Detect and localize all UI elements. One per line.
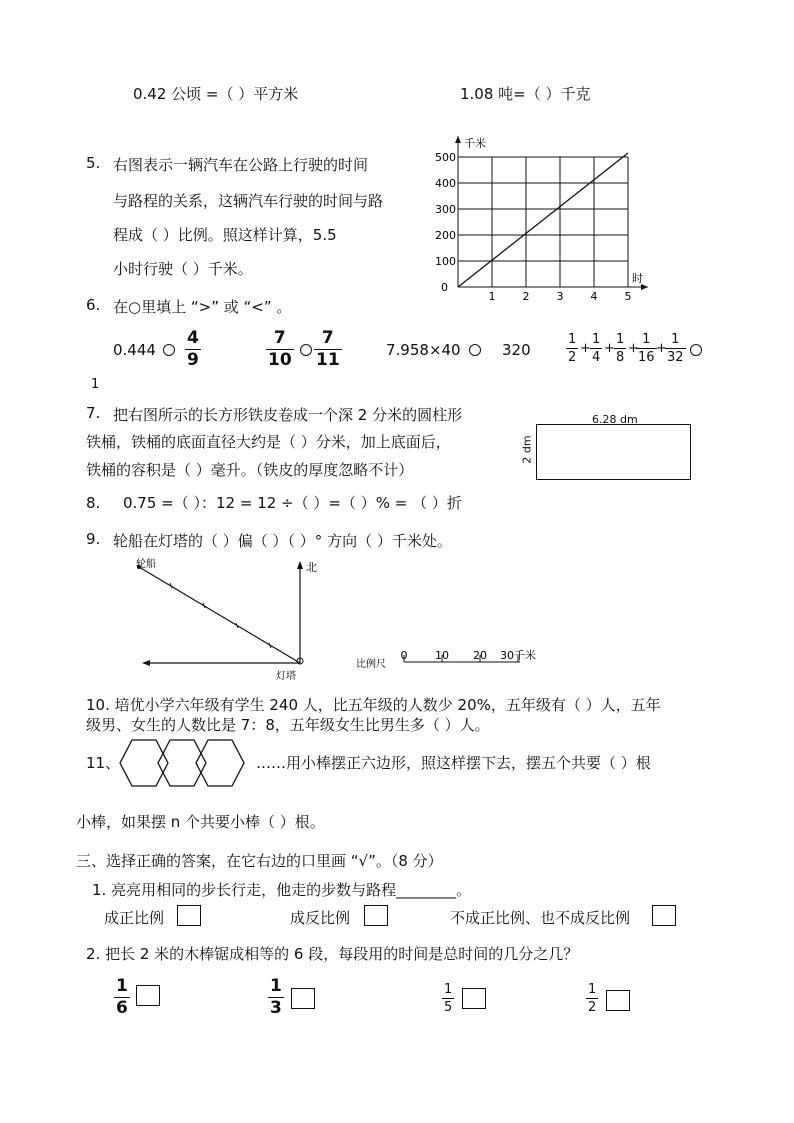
x-tick-label: 2 — [522, 290, 530, 303]
q8-equation: 0.75 =（ ）：12 = 12 ÷（ ）=（ ）% = （ ）折 — [123, 494, 462, 512]
fraction-1-2-option: $\frac{1}{2}$ — [588, 982, 597, 1015]
conversion-hectare: 0.42 公顷 =（ ）平方米 — [133, 85, 299, 103]
y-tick-label: 500 — [435, 151, 456, 164]
checkbox[interactable] — [652, 905, 676, 926]
answer-circle[interactable] — [300, 344, 312, 356]
s3-q2-text: 2. 把长 2 米的木棒锯成相等的 6 段，每段用的时间是总时间的几分之几？ — [86, 945, 579, 963]
y-tick-label: 200 — [435, 229, 456, 242]
y-arrow — [455, 136, 461, 143]
fraction-1-3: $\frac{1}{3}$ — [270, 976, 282, 1018]
plus-sign: + — [628, 341, 639, 356]
checkbox[interactable] — [177, 905, 201, 926]
lighthouse-label: 灯塔 — [276, 671, 296, 682]
q11-line-2: 小棒，如果摆 n 个共要小棒（ ）根。 — [76, 813, 325, 831]
scale-label: 比例尺 — [356, 659, 386, 670]
fraction-1-4: $\frac{1}{4}$ — [592, 332, 601, 365]
checkbox[interactable] — [462, 988, 486, 1009]
section-title: 三、选择正确的答案，在它右边的口里画 “√”。（8 分） — [76, 852, 443, 870]
plus-sign: + — [604, 341, 615, 356]
q6-item1-value: 0.444 — [113, 341, 156, 359]
s3-q1-text: 1. 亮亮用相同的步长行走，他走的步数与路程________。 — [92, 881, 472, 899]
north-label: 北 — [306, 561, 317, 574]
west-arrow — [142, 660, 150, 666]
y-tick-label: 400 — [435, 177, 456, 190]
fraction-1-16: $\frac{1}{16}$ — [638, 332, 655, 365]
q10-line-2: 级男、女生的人数比是 7：8，五年级女生比男生多（ ）人。 — [86, 716, 490, 734]
y-axis-label: 千米 — [464, 137, 486, 150]
answer-circle[interactable] — [690, 344, 702, 356]
q5-line-2: 与路程的关系，这辆汽车行驶的时间与路 — [113, 192, 384, 210]
distance-line — [458, 153, 628, 287]
stray-number: 1 — [91, 377, 100, 392]
checkbox[interactable] — [291, 988, 315, 1009]
x-tick-label: 1 — [488, 290, 496, 303]
q11-text: ……用小棒摆正六边形，照这样摆下去，摆五个共要（ ）根 — [256, 754, 651, 772]
scale-tick-label: 30千米 — [500, 649, 536, 662]
q5-line-4: 小时行驶（ ）千米。 — [113, 260, 253, 278]
fraction-1-8: $\frac{1}{8}$ — [616, 332, 625, 365]
q6-number: 6. — [86, 296, 101, 314]
fraction-1-2: $\frac{1}{2}$ — [568, 332, 577, 365]
option-label: 成反比例 — [290, 909, 351, 927]
checkbox[interactable] — [606, 990, 630, 1011]
fraction-7-10: $\frac{7}{10}$ — [268, 328, 292, 370]
q10-line-1: 10. 培优小学六年级有学生 240 人，比五年级的人数少 20%，五年级有（ ）人，五年 — [86, 696, 661, 714]
q7-line-2: 铁桶，铁桶的底面直径大约是（ ）分米，加上底面后， — [86, 433, 451, 451]
option-label: 不成正比例、也不成反比例 — [450, 909, 631, 927]
bearing-line — [139, 567, 300, 663]
q7-line-1: 把右图所示的长方形铁皮卷成一个深 2 分米的圆柱形 — [113, 406, 463, 424]
q11-number: 11、 — [86, 754, 121, 772]
option-label: 成正比例 — [104, 909, 165, 927]
scale-tick-label: 10 — [435, 649, 449, 662]
q9-text: 轮船在灯塔的（ ）偏（ ）（ ）° 方向（ ）千米处。 — [113, 532, 452, 550]
rect-height-label: 2 dm — [520, 435, 534, 464]
hexagon-chain — [118, 738, 248, 788]
checkbox[interactable] — [136, 985, 160, 1006]
rect-width-label: 6.28 dm — [592, 413, 638, 426]
q9-number: 9. — [86, 530, 101, 548]
y-tick-label: 300 — [435, 203, 456, 216]
plus-sign: + — [656, 341, 667, 356]
scale-tick-label: 0 — [400, 649, 408, 662]
checkbox[interactable] — [364, 905, 388, 926]
distance-time-chart — [420, 130, 660, 305]
y-tick-label: 100 — [435, 255, 456, 268]
q7-line-3: 铁桶的容积是（ ）毫升。（铁皮的厚度忽略不计） — [86, 461, 414, 479]
q8-number: 8. — [86, 494, 101, 512]
x-tick-label: 5 — [624, 290, 632, 303]
fraction-1-5: $\frac{1}{5}$ — [444, 982, 453, 1015]
q6-item3-right: 320 — [502, 341, 531, 359]
north-arrow — [297, 561, 303, 569]
plus-sign: + — [580, 341, 591, 356]
x-tick-label: 4 — [590, 290, 598, 303]
conversion-ton: 1.08 吨=（ ）千克 — [460, 85, 591, 103]
scale-tick-label: 20 — [473, 649, 487, 662]
q5-line-1: 右图表示一辆汽车在公路上行驶的时间 — [113, 156, 369, 174]
answer-circle[interactable] — [163, 344, 175, 356]
q5-number: 5. — [86, 154, 101, 172]
q7-number: 7. — [86, 404, 101, 422]
origin-label: 0 — [441, 281, 448, 294]
hexagon — [120, 740, 168, 786]
q6-instruction: 在○里填上 “>” 或 “<” 。 — [113, 298, 292, 316]
fraction-7-11: $\frac{7}{11}$ — [316, 328, 340, 370]
q5-line-3: 程成（ ）比例。照这样计算，5.5 — [113, 226, 337, 244]
hexagon — [196, 740, 244, 786]
fraction-1-6: $\frac{1}{6}$ — [116, 976, 128, 1018]
fraction-4-9: $\frac{4}{9}$ — [187, 328, 199, 370]
q6-item3-left: 7.958×40 — [386, 341, 461, 359]
ship-label: 轮船 — [136, 559, 156, 570]
ship-lighthouse-diagram — [130, 555, 550, 680]
hexagon — [158, 740, 206, 786]
x-tick-label: 3 — [556, 290, 564, 303]
x-axis-label: 时 — [632, 272, 643, 285]
iron-sheet-rectangle — [536, 424, 691, 480]
fraction-1-32: $\frac{1}{32}$ — [667, 332, 684, 365]
answer-circle[interactable] — [469, 344, 481, 356]
